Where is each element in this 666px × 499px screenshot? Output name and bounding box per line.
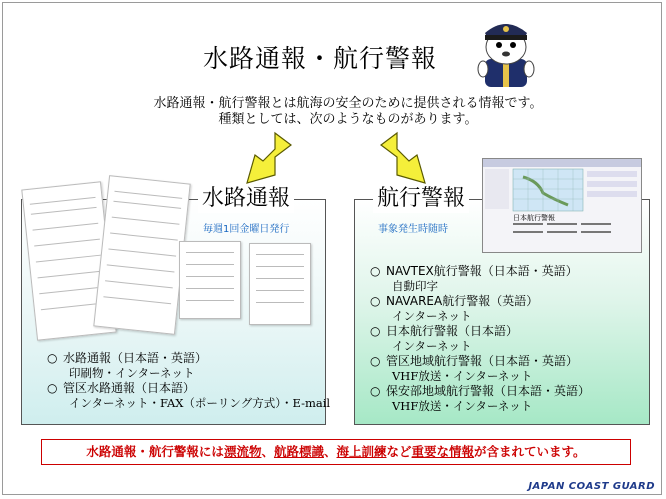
circle-bullet-icon: ○ xyxy=(370,264,381,278)
list-item xyxy=(370,294,590,324)
item-subtitle: 自動印字 xyxy=(392,279,438,293)
intro-line-2: 種類としては、次のようなものがあります。 xyxy=(218,112,478,127)
item-subtitle: VHF放送・インターネット xyxy=(392,399,533,413)
item-subtitle: インターネット xyxy=(392,309,472,323)
list-item xyxy=(370,384,590,414)
item-subtitle: 印刷物・インターネット xyxy=(69,366,195,380)
kouko-keiho-label: 航行警報 xyxy=(373,185,469,213)
item-title: NAVTEX航行警報（日本語・英語） xyxy=(386,264,578,278)
item-title: 保安部地域航行警報（日本語・英語） xyxy=(386,384,591,398)
map-icon xyxy=(483,159,641,252)
item-subtitle: インターネット・FAX（ポーリング方式）・E-mail xyxy=(69,396,331,410)
list-item xyxy=(47,351,330,381)
warning-separator: 、 xyxy=(323,444,337,459)
coast-guard-mascot-icon xyxy=(473,9,539,89)
warning-prefix: 水路通報・航行警報には xyxy=(86,444,224,459)
suiro-tsuho-frequency: 毎週1回金曜日発行 xyxy=(203,224,290,235)
arrow-down-right-icon xyxy=(375,131,431,187)
document-thumbnail xyxy=(93,175,190,335)
warning-suffix: が含まれています。 xyxy=(474,444,586,459)
screen-caption: 日本航行警報 xyxy=(513,214,555,222)
document-thumbnail xyxy=(179,241,241,319)
japan-coast-guard-logo: JAPAN COAST GUARD xyxy=(528,481,655,492)
intro-line-1: 水路通報・航行警報とは航海の安全のために提供される情報です。 xyxy=(153,96,543,111)
warning-banner xyxy=(41,439,631,465)
list-item xyxy=(370,264,590,294)
circle-bullet-icon: ○ xyxy=(370,384,381,398)
circle-bullet-icon: ○ xyxy=(47,381,58,395)
item-subtitle: インターネット xyxy=(392,339,472,353)
item-subtitle: VHF放送・インターネット xyxy=(392,369,533,383)
circle-bullet-icon: ○ xyxy=(370,324,381,338)
warning-keyword: 重要な情報 xyxy=(411,444,475,459)
warning-keyword: 航路標識 xyxy=(273,444,324,459)
list-item xyxy=(370,324,590,354)
item-title: 日本航行警報（日本語） xyxy=(386,324,519,338)
circle-bullet-icon: ○ xyxy=(370,354,381,368)
list-item xyxy=(370,354,590,384)
list-item xyxy=(47,381,330,411)
warning-keyword: 海上訓練 xyxy=(336,444,387,459)
warning-keyword: 漂流物 xyxy=(223,444,262,459)
item-title: 水路通報（日本語・英語） xyxy=(63,351,208,365)
item-title: 管区地域航行警報（日本語・英語） xyxy=(386,354,579,368)
warning-separator: 、 xyxy=(261,444,274,459)
navigation-warning-screenshot xyxy=(482,158,642,253)
intro-text xyxy=(113,96,583,128)
suiro-tsuho-list xyxy=(47,351,330,411)
circle-bullet-icon: ○ xyxy=(47,351,58,365)
kouko-keiho-list xyxy=(370,264,590,414)
arrow-down-left-icon xyxy=(241,131,297,187)
circle-bullet-icon: ○ xyxy=(370,294,381,308)
suiro-tsuho-label: 水路通報 xyxy=(198,185,294,213)
page-title: 水路通報・航行警報 xyxy=(203,44,438,73)
slide-frame xyxy=(2,2,662,495)
document-thumbnail xyxy=(249,243,311,325)
warning-middle: など xyxy=(386,444,412,459)
item-title: 管区水路通報（日本語） xyxy=(63,381,196,395)
kouko-keiho-frequency: 事象発生時随時 xyxy=(378,224,448,235)
item-title: NAVAREA航行警報（英語） xyxy=(386,294,539,308)
